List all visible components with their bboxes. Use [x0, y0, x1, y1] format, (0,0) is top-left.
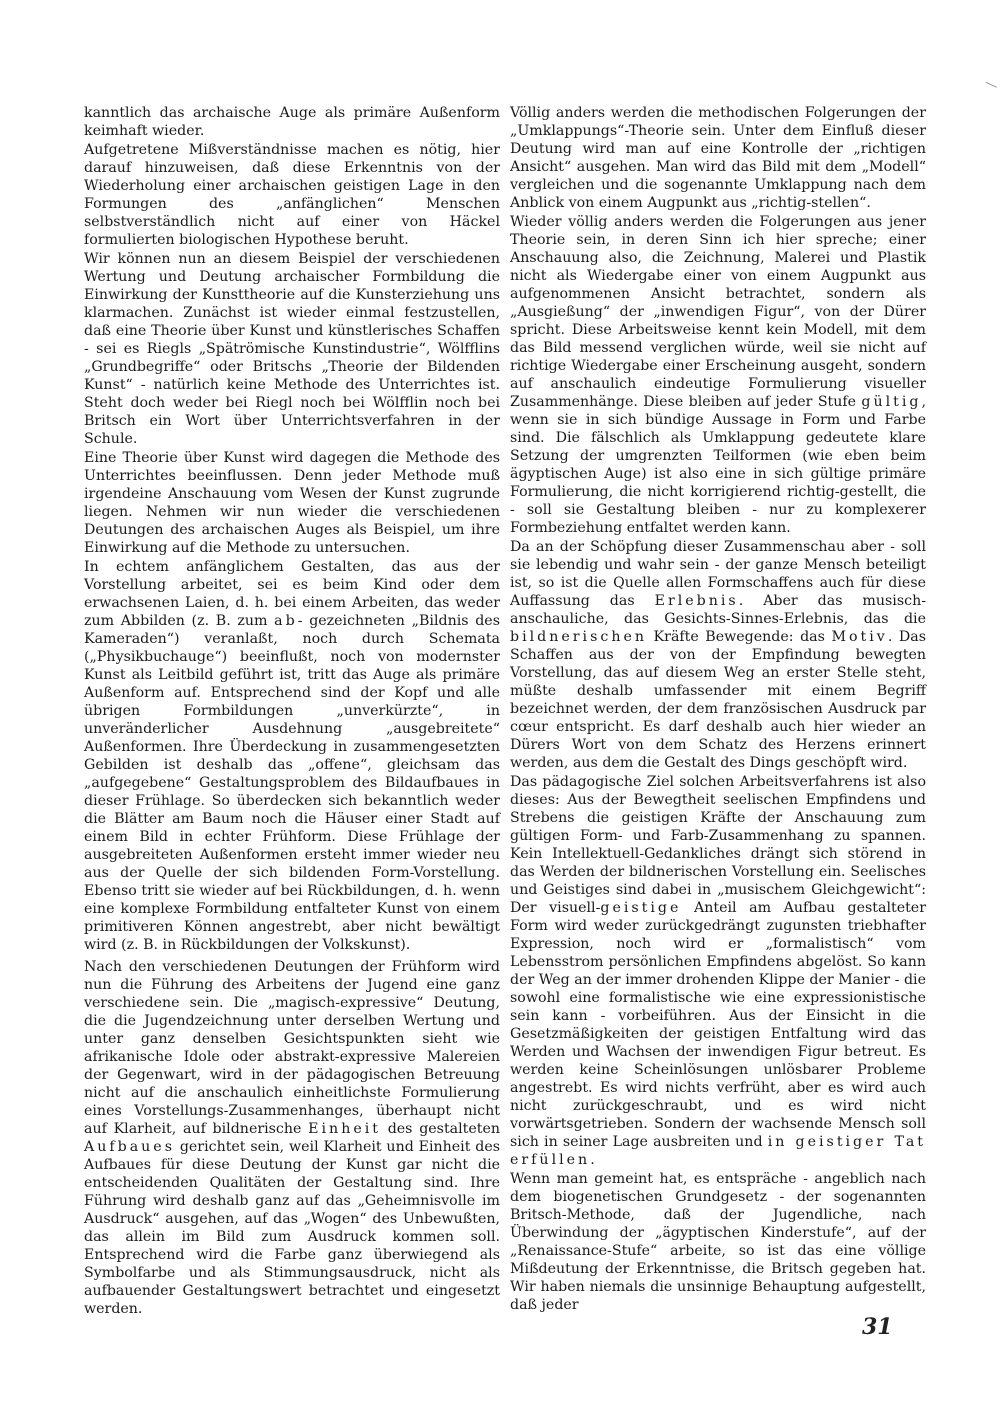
emphasized-text: gültig [861, 394, 922, 410]
text-segment: - gezeichneten „Bildnis des Kameraden“) veranlaßt, noch durch Schemata („Physikbuchauge“) beeinflußt, noch von modernster Kunst als Leitbild geführt ist, tritt das Auge als primäre Außenform auf. Entsprechend sind der Kopf und alle übrigen Formbildungen „unverkürzte“, in unveränderlicher Ausdehnung „ausgebreitete“ Außenformen. Ihre Überdeckung in zusammengesetzten Gebilden ist deshalb das „offene“, gleichsam das „aufgegebene“ Gestaltungsproblem des Bildaufbaues in dieser Frühlage. So überdecken sich bekanntlich weder die Blätter am Baum noch die Häuser einer Stadt auf einem Bild in echter Frühform. Diese Frühlage der ausgebreiteten Außenformen ersteht immer wieder neu aus der Quelle der sich bildenden Form-Vorstellung. Ebenso tritt sie wieder auf bei Rückbildungen, d. h. wenn eine komplexe Formbildung entfalteter Kunst von einem primitiveren Können angestrebt, aber nicht bewältigt wird (z. B. in Rückbildungen der Volkskunst). [84, 613, 500, 953]
text-segment: Kräfte Bewegende: das [647, 629, 832, 645]
text-segment: Völlig anders werden die methodischen Folgerungen der „Umklappungs“-Theorie sein. Unter dem Einfluß dieser Deutung wird man auf eine Kontrolle der „richtigen Ansicht“ ausgehen. Man wird das Bild mit dem „Modell“ vergleichen und die sogenannte Umklappung nach dem Anblick von einem Augpunkt aus „richtig-stellen“. [510, 105, 926, 211]
emphasized-text: in geistiger Tat erfüllen [510, 1134, 926, 1168]
paragraph [510, 1170, 926, 1314]
text-segment: . Aber das musisch-anschauliche, das Gesichts-Sinnes-Erlebnis, das die [510, 593, 927, 627]
text-segment: . Das Schaffen aus der von der Empfindung bewegten Vorstellung, das auf diesem Weg an erster Stelle steht, müßte deshalb umfassender mit einem Begriff bezeichnet werden, der dem französischen Ausdruck par cœur entspricht. Es darf deshalb auch hier wieder an Dürers Wort von dem Schatz des Herzens erinnert werden, aus dem die Gestalt des Dings geschöpft wird. [510, 629, 926, 771]
text-segment: In echtem anfänglichem Gestalten, das aus der Vorstellung arbeitet, sei es beim Kind oder dem erwachsenen Laien, d. h. bei einem Arbeiten, das weder zum Abbilden (z. B. zum [84, 559, 500, 629]
paragraph [84, 141, 500, 249]
text-segment: Anteil am Aufbau gestalteter Form wird weder zurückgedrängt zugunsten triebhafter Expression, noch wird er „formalistisch“ vom Lebensstrom persönlichen Empfindens abgelöst. So kann der Weg an der immer drohenden Klippe der Manier - die sowohl eine formalistische wie eine expressionistische sein kann - vorbeiführen. Aus der Einsicht in die Gesetzmäßigkeiten der geistigen Entfaltung wird das Werden und Wachsen der inwendigen Figur betreut. Es werden keine Scheinlösungen unlösbarer Probleme angestrebt. Es wird nichts verfrüht, aber es wird auch nicht zurückgeschraubt, und es wird nicht vorwärtsgetrieben. Sondern der wachsende Mensch soll sich in seiner Lage ausbreiten und [510, 900, 926, 1150]
paragraph [510, 538, 926, 772]
paragraph [84, 449, 500, 557]
text-segment: Eine Theorie über Kunst wird dagegen die Methode des Unterrichtes beeinflussen. Denn jeder Methode muß irgendeine Anschauung vom Wesen der Kunst zugrunde liegen. Nehmen wir nun wieder die verschiedenen Deutungen des archaischen Auges als Beispiel, um ihre Einwirkung auf die Methode zu untersuchen. [84, 450, 500, 556]
text-segment: Wieder völlig anders werden die Folgerungen aus jener Theorie sein, in deren Sinn ich hier spreche; einer Anschauung also, die Zeichnung, Malerei und Plastik nicht als Wiedergabe einer von einem Augpunkt aus aufgenommenen Ansicht betrachtet, sondern als „Ausgießung“ der „inwendigen Figur“, von der Dürer spricht. Diese Arbeitsweise kennt kein Modell, mit dem das Bild messend verglichen würde, weil sie nicht auf richtige Wiedergabe einer Erscheinung ausgeht, sondern auf anschaulich eindeutige Formulierung visueller Zusammenhänge. Diese bleiben auf jeder Stufe [510, 214, 926, 410]
text-segment: Wenn man gemeint hat, es entspräche - angeblich nach dem biogenetischen Grundgesetz - der sogenannten Britsch-Methode, daß der Jugendliche, nach Überwindung der „ägyptischen Kinderstufe“, auf der „Renaissance-Stufe“ arbeite, so ist das eine völlige Mißdeutung der Erkenntnisse, die Britsch gegeben hat. Wir haben niemals die unsinnige Behauptung aufgestellt, daß jeder [510, 1171, 926, 1313]
paragraph [84, 558, 500, 954]
emphasized-text: Einheit [308, 1121, 381, 1137]
paragraph [510, 104, 926, 212]
paragraph [84, 104, 500, 140]
paragraph [84, 958, 500, 1318]
text-segment: . [590, 1152, 595, 1168]
text-segment: des gestalteten [380, 1121, 500, 1137]
text-segment: Das pädagogische Ziel solchen Arbeitsverfahrens ist also dieses: Aus der Bewegtheit seelischen Empfindens und Strebens die geistigen Kräfte der Anschauung zum gültigen Form- und Farb-Zusammenhang zu spannen. Kein Intellektuell-Gedankliches drängt sich störend in das Werden der bildnerischen Vorstellung ein. Seelisches und Geistiges sind dabei in „musischem Gleichgewicht“: Der visuell- [510, 774, 926, 916]
text-segment: Aufgetretene Mißverständnisse machen es nötig, hier darauf hinzuweisen, daß diese Erkenntnis von der Wiederholung einer archaischen geistigen Lage in den Formungen des „anfänglichen“ Menschen selbstverständlich nicht auf einer von Häckel formulierten biologischen Hypothese beruht. [84, 142, 500, 248]
emphasized-text: geistige [600, 900, 682, 916]
text-segment: kanntlich das archaische Auge als primäre Außenform keimhaft wieder. [84, 105, 500, 139]
emphasized-text: Aufbaues [84, 1139, 175, 1155]
emphasized-text: Erlebnis [654, 593, 739, 609]
text-segment: Da an der Schöpfung dieser Zusammenschau aber - soll sie lebendig und wahr sein - der ganze Mensch beteiligt ist, so ist die Quelle allen Formschaffens auch für diese Auffassung das [510, 539, 926, 609]
text-segment: Nach den verschiedenen Deutungen der Frühform wird nun die Führung des Arbeitens der Jugend eine ganz verschiedene sein. Die „magisch-expressive“ Deutung, die die Jugendzeichnung unter derselben Wertung und unter ganz denselben Gesichtspunkten sieht wie afrikanische Idole oder abstrakt-expressive Malereien der Gegenwart, wird in der pädagogischen Betreuung nicht auf die anschaulich einheitlichste Formulierung eines Vorstellungs-Zusammenhanges, überhaupt nicht auf Klarheit, auf bildnerische [84, 959, 500, 1137]
page-number: 31 [862, 1314, 893, 1340]
right-column [510, 104, 926, 1315]
emphasized-text: bildnerischen [510, 629, 647, 645]
emphasized-text: ab [274, 613, 298, 629]
left-column [84, 104, 500, 1319]
emphasized-text: Motiv [831, 629, 888, 645]
text-segment: Wir können nun an diesem Beispiel der verschiedenen Wertung und Deutung archaischer Formbildung die Einwirkung der Kunsttheorie auf die Kunsterziehung uns klarmachen. Zunächst ist wieder einmal festzustellen, daß eine Theorie über Kunst und künstlerisches Schaffen - sei es Riegls „Spätrömische Kunstindustrie“, Wölfflins „Grundbegriffe“ oder Britschs „Theorie der Bildenden Kunst“ - natürlich keine Methode des Unterrichtes ist. Steht doch weder bei Riegl noch bei Wölfflin noch bei Britsch ein Wort über Unterrichtsverfahren in der Schule. [84, 251, 500, 447]
page-edge-mark [983, 82, 997, 93]
paragraph [510, 213, 926, 537]
paragraph [510, 773, 926, 1169]
paragraph [84, 250, 500, 448]
text-segment: , wenn sie in sich bündige Aussage in Form und Farbe sind. Die fälschlich als Umklappung gedeutete klare Setzung der umgrenzten Teilformen (wie eben beim ägyptischen Auge) ist also eine in sich gültige primäre Formulierung, die nicht korrigierend richtig-gestellt, die - soll sie Gestaltung bleiben - nur zu komplexerer Formbeziehung entfaltet werden kann. [510, 394, 926, 536]
text-segment: gerichtet sein, weil Klarheit und Einheit des Aufbaues für diese Deutung der Kunst gar nicht die entscheidenden Qualitäten der Gestaltung sind. Ihre Führung wird deshalb ganz auf das „Geheimnisvolle im Ausdruck“ ausgehen, auf das „Wogen“ des Unbewußten, das allein im Bild zum Ausdruck kommen soll. Entsprechend wird die Farbe ganz überwiegend als Symbolfarbe und als Stimmungsausdruck, nicht als aufbauender Gestaltungswert betrachtet und eingesetzt werden. [84, 1139, 500, 1317]
